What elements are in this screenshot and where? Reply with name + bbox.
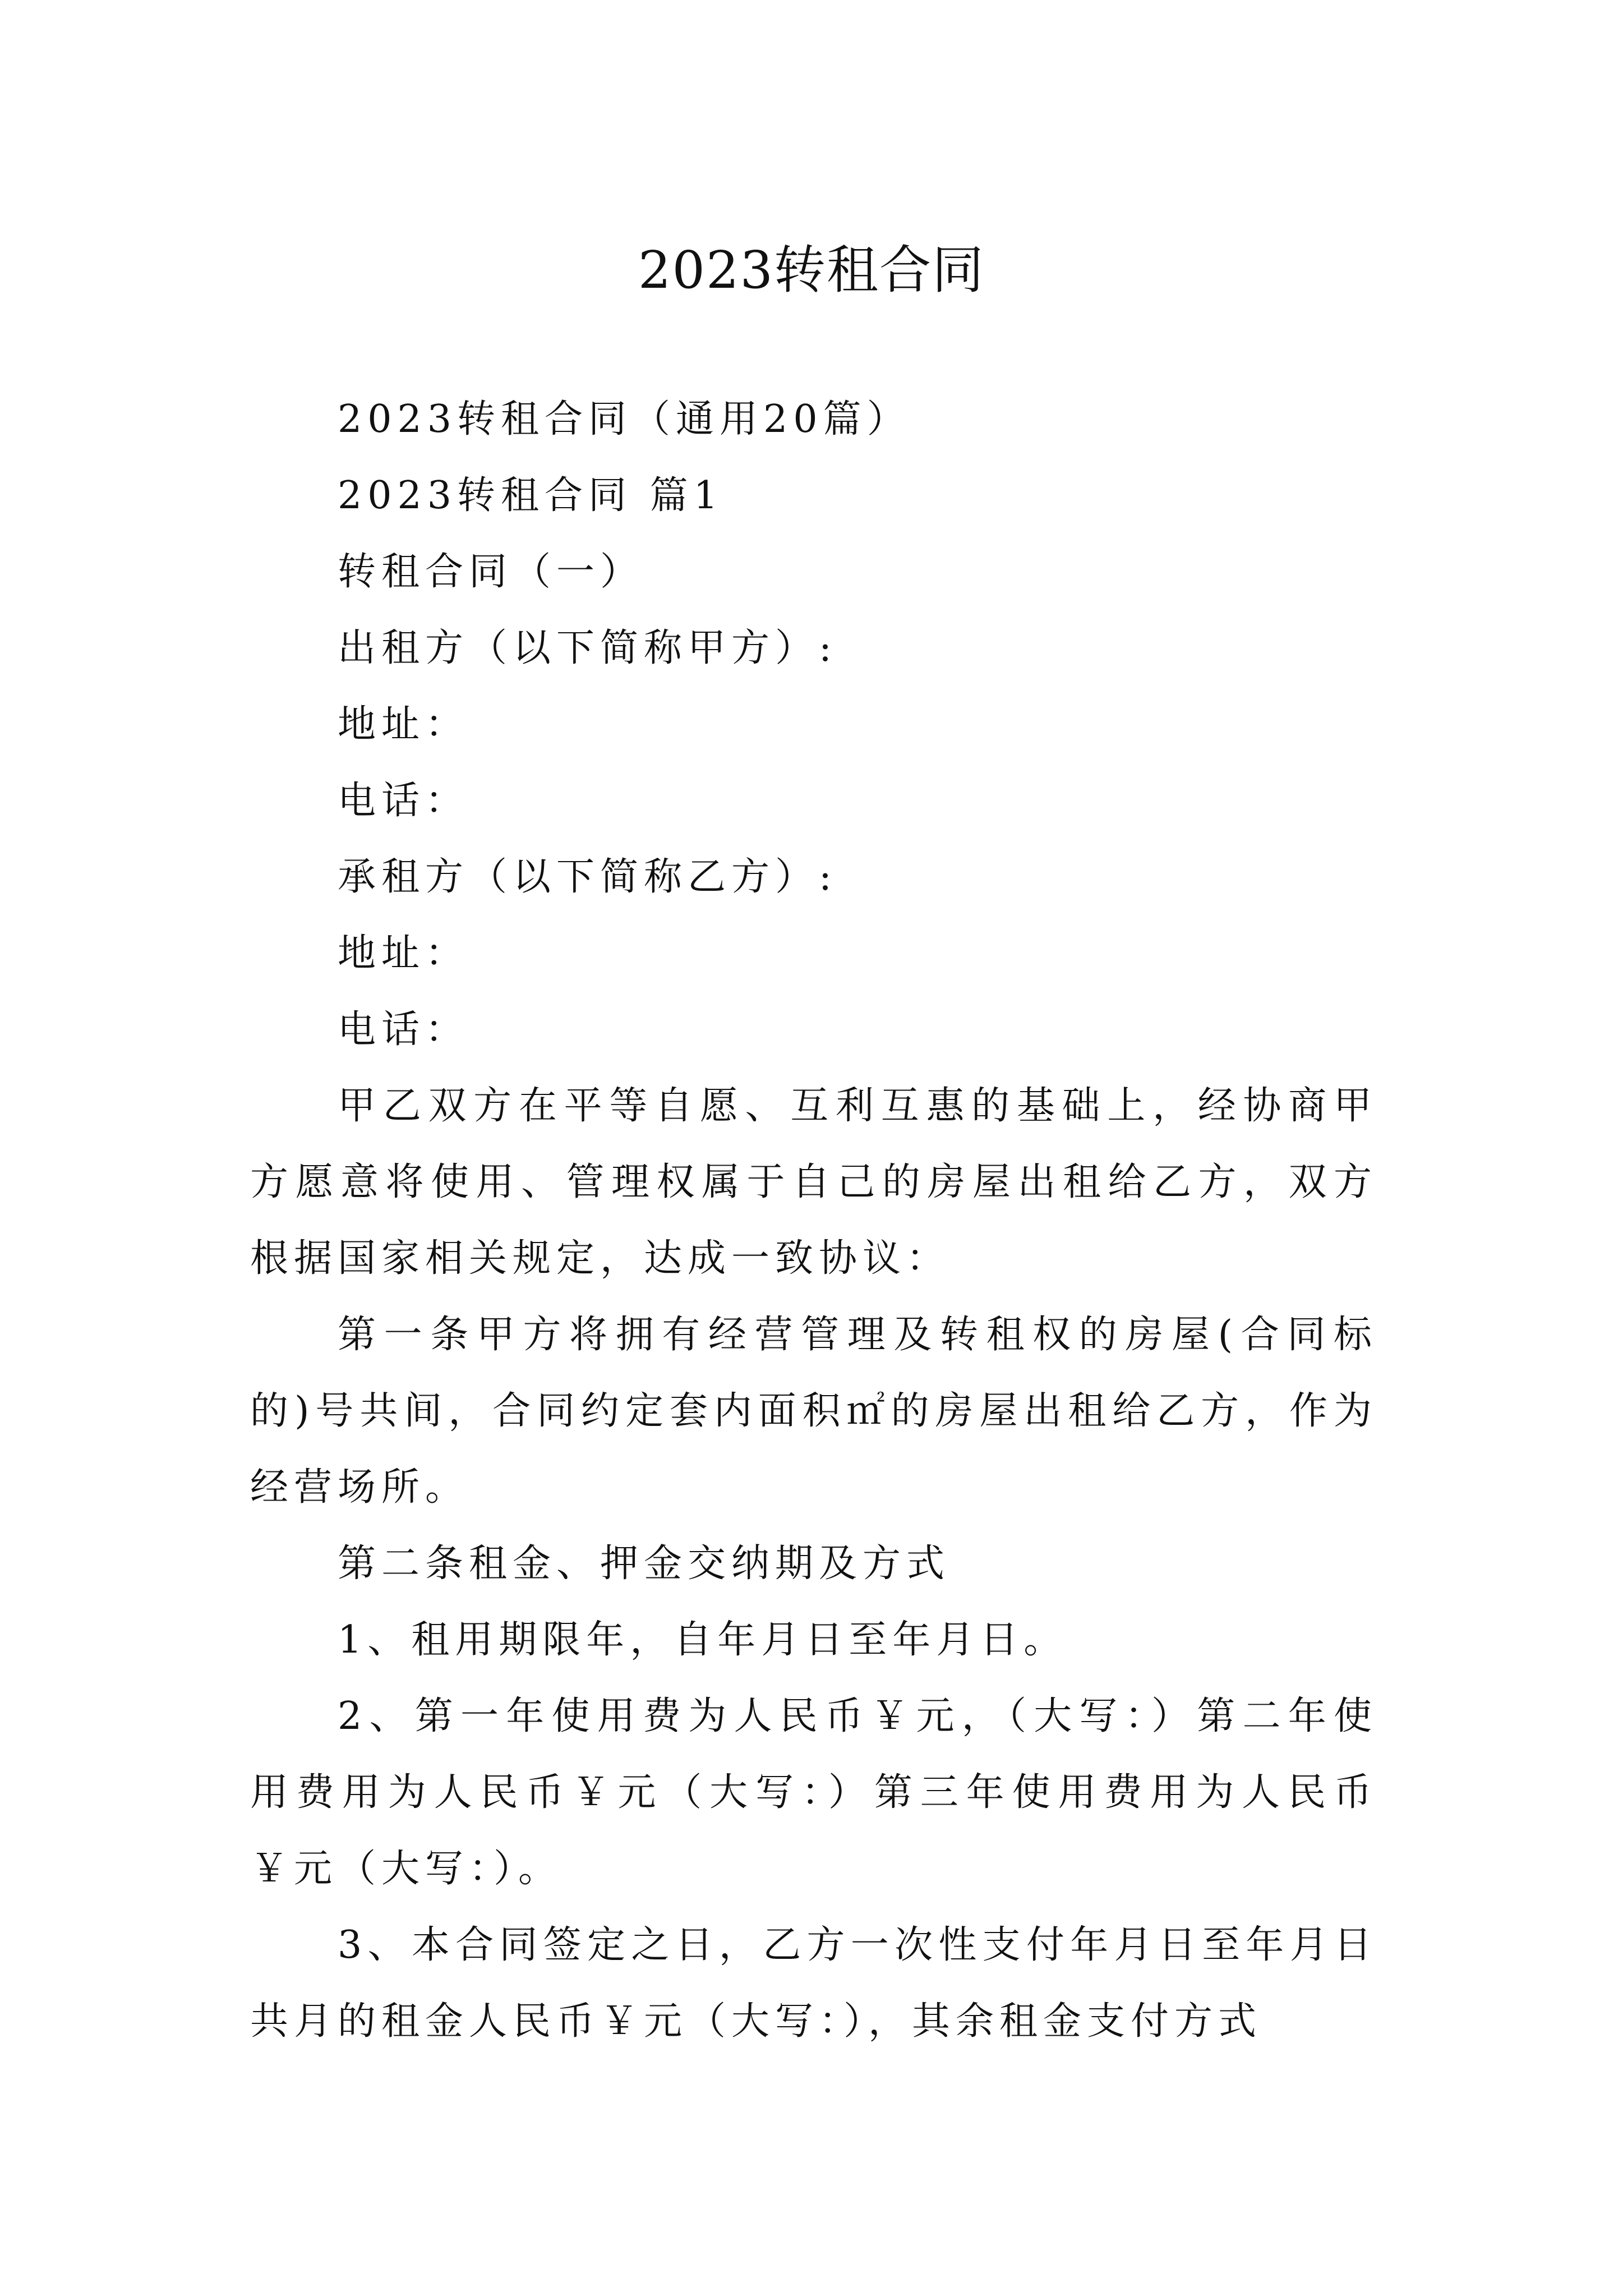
paragraph: 第二条租金、押金交纳期及方式 <box>338 1542 951 1586</box>
paragraph: 2023转租合同（通用20篇） <box>338 397 911 441</box>
paragraph: 3、本合同签定之日，乙方一次性支付年月日至年月日共月的租金人民币￥元（大写：），其余租金支付方式 <box>250 1923 1377 2044</box>
paragraph: 地址： <box>338 702 469 747</box>
paragraph: 承租方（以下简称乙方）: <box>338 855 837 899</box>
paragraph: 电话： <box>338 1007 469 1052</box>
paragraph: 第一条甲方将拥有经营管理及转租权的房屋(合同标的)号共间，合同约定套内面积㎡的房屋出租给乙方，作为经营场所。 <box>250 1313 1377 1510</box>
paragraph: 甲乙双方在平等自愿、互利互惠的基础上，经协商甲方愿意将使用、管理权属于自己的房屋出租给乙方，双方根据国家相关规定，达成一致协议： <box>250 1084 1377 1281</box>
document-body <box>250 381 1377 2060</box>
paragraph: 电话： <box>338 779 469 823</box>
paragraph: 2、第一年使用费为人民币￥元，（大写：）第二年使用费用为人民币￥元（大写：）第三年使用费用为人民币￥元（大写：）。 <box>250 1694 1377 1891</box>
paragraph: 2023转租合同 篇1 <box>338 473 723 518</box>
paragraph: 转租合同（一） <box>338 550 644 594</box>
paragraph: 出租方（以下简称甲方）: <box>338 626 837 670</box>
paragraph: 1、租用期限年，自年月日至年月日。 <box>338 1618 1068 1662</box>
paragraph: 地址： <box>338 931 469 976</box>
document-title: 2023转租合同 <box>638 240 985 300</box>
